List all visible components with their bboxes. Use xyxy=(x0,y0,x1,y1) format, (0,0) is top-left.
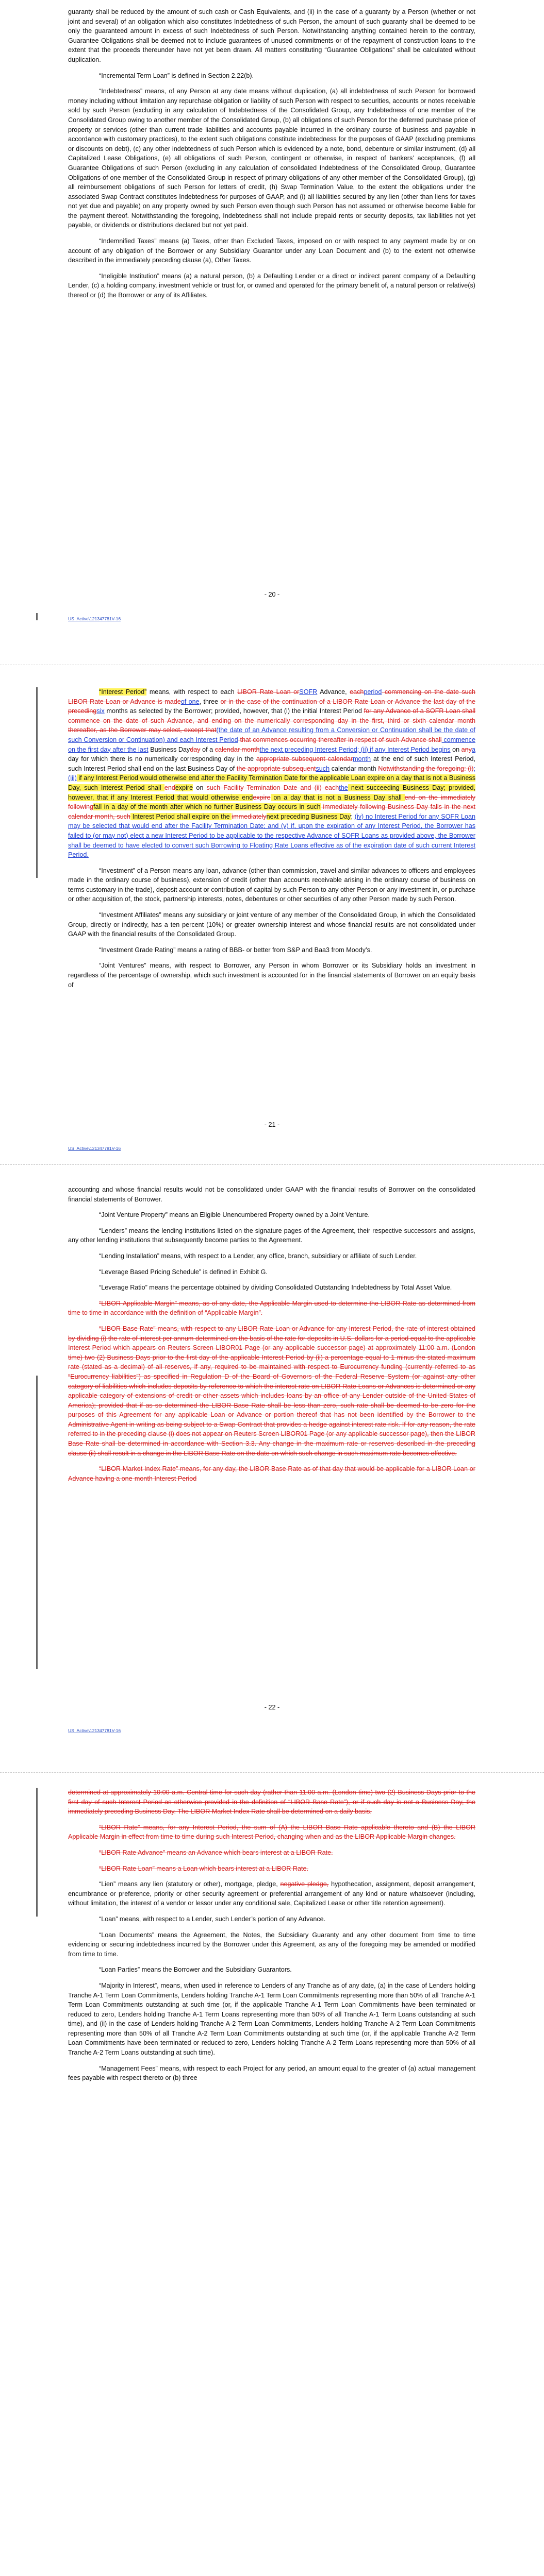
def-incremental-term-loan: “Incremental Term Loan” is defined in Section 2.22(b). xyxy=(99,72,254,79)
footer-ref: US_Active\121347781V-16 xyxy=(68,1146,121,1151)
interest-period-segment: such xyxy=(316,765,330,772)
interest-period-segment: for any Advance of a SOFR Loan shall commence on the date of such Advance, and ending on the numerically corresponding day in the first, third or sixth calendar month thereafter, as the Borrower may select, except that xyxy=(68,707,476,734)
interest-period-segment: means, with respect to each xyxy=(146,688,238,696)
def-investment: “Investment” of a Person means any loan, advance (other than commission, travel and similar advances to officers and employees made in the ordinary course of business), extension of credit (other than accounts receivable arising in the ordinary course of business on terms customary in the trade), deposit account or contribution of capital by such Person to any other Person or any investment in, or purchase or other acquisition of, the stock, partnership interests, notes, debentures or other securities of any other Person made by such Person. xyxy=(68,867,475,903)
interest-period-segment: appropriate subsequent calendar xyxy=(256,755,353,763)
interest-period-segment: next succeeding Business Day; provided, however, that if any Interest Period that would otherwise end xyxy=(68,784,475,801)
interest-period-segment: a xyxy=(471,745,475,753)
page-20-text xyxy=(68,7,475,307)
interest-period-segment: , three xyxy=(199,698,221,705)
def-investment-affiliates: “Investment Affiliates” means any subsidiary or joint venture of any member of the Consolidated Group, in which the Consolidated Group, directly or indirectly, has a ten percent (10%) or greater ownership interest and whose financial results are not consolidated under GAAP with the financial results of the Consolidated Group. xyxy=(68,911,475,938)
interest-period-segment: the next preceding Interest Period; (ii) if any Interest Period begins xyxy=(259,745,451,753)
change-bar xyxy=(36,1376,38,1669)
lien-text-a: “Lien” means any lien (statutory or other), mortgage, pledge, xyxy=(99,1880,281,1888)
page-break xyxy=(0,1772,544,1773)
interest-period-segment: Notwithstanding the foregoing: (i) xyxy=(378,765,474,772)
interest-period-segment: six xyxy=(96,707,105,715)
change-bar xyxy=(36,687,38,878)
interest-period-segment: the xyxy=(339,784,348,791)
interest-period-segment: end on the immediately following xyxy=(68,793,475,811)
interest-period-segment: LIBOR Rate Loan or xyxy=(237,688,300,696)
def-libor-market-index-rate-deleted: “LIBOR Market Index Rate” means, for any day, the LIBOR Base Rate as of that day that would be applicable for a LIBOR Loan or Advance having a one-month Interest Period xyxy=(68,1465,475,1482)
def-investment-grade-rating: “Investment Grade Rating” means a rating of BBB- or better from S&P and Baa3 from Moody’s. xyxy=(99,946,372,954)
interest-period-segment: Business Day xyxy=(148,745,190,753)
interest-period-segment: months as selected by the Borrower; provided, however, that (i) the initial Interest Period xyxy=(104,707,364,715)
interest-period-segment: on a day that is not a Business Day shall xyxy=(270,793,405,801)
def-leverage-ratio: “Leverage Ratio” means the percentage obtained by dividing Consolidated Outstanding Indebtedness by Total Asset Value. xyxy=(99,1284,452,1292)
def-lending-installation: “Lending Installation” means, with respect to a Lender, any office, branch, subsidiary or affiliate of such Lender. xyxy=(99,1252,417,1260)
interest-period-segment: commence on the first day after the last xyxy=(68,736,475,753)
change-bar xyxy=(36,613,38,620)
interest-period-segment: if any Interest Period would otherwise end after the Facility Termination Date for the applicable Loan expire on a day that is not a Business Day, such Interest Period shall xyxy=(68,774,475,791)
interest-period-segment: on xyxy=(193,784,207,791)
page-break xyxy=(0,1164,544,1165)
interest-period-segment: day xyxy=(190,745,201,753)
interest-period-segment: Interest Period shall expire on the xyxy=(130,812,232,820)
interest-period-segment: the appropriate subsequent xyxy=(236,765,316,772)
def-ineligible-institution: “Ineligible Institution” means (a) a natural person, (b) a Defaulting Lender or a direct or indirect parent company of a Defaulting Lender, (c) a holding company, investment vehicle or trust for, or owned and operated for the primary benefit of, a natural person or relative(s) thereof or (d) the Borrower or any of its Affiliates. xyxy=(68,272,475,299)
interest-period-segment: immediately xyxy=(232,812,267,820)
interest-period-segment: expire xyxy=(175,784,193,791)
def-libor-rate-deleted: “LIBOR Rate” means, for any Interest Period, the sum of (A) the LIBOR Base Rate applicable thereto and (B) the LIBOR Applicable Margin in effect from time to time during such Interest Period, changing when and as the LIBOR Applicable Margin changes. xyxy=(68,1823,475,1841)
page-22-text xyxy=(68,1185,475,1489)
interest-period-segment: at the end of such Interest Period, such Interest Period shall end on the last Business Day of xyxy=(68,755,475,772)
lien-text-deleted: negative pledge, xyxy=(280,1880,329,1888)
page-number-20: - 20 - xyxy=(264,591,280,598)
interest-period-segment: any xyxy=(461,745,472,753)
def-loan: “Loan” means, with respect to a Lender, such Lender’s portion of any Advance. xyxy=(99,1915,326,1923)
def-libor-applicable-margin-deleted: “LIBOR Applicable Margin” means, as of any date, the Applicable Margin used to determine the LIBOR Rate as determined from time to time in accordance with the definition of “Applicable Margin”. xyxy=(68,1299,475,1317)
def-indemnified-taxes: “Indemnified Taxes” means (a) Taxes, other than Excluded Taxes, imposed on or with respect to any payment made by or on account of any obligation of the Borrower or any Subsidiary Guarantor under any Loan Document and (b) to the extent not otherwise described in the immediately preceding clause (a), Other Taxes. xyxy=(68,238,475,264)
def-leverage-based-pricing-schedule: “Leverage Based Pricing Schedule” is defined in Exhibit G. xyxy=(99,1268,268,1276)
def-joint-ventures: “Joint Ventures” means, with respect to Borrower, any Person in whom Borrower or its Subsidiary holds an investment in regardless of the percentage of ownership, which such investment is accounted for in the financial statements of Borrower on an equity basis of xyxy=(68,962,475,989)
interest-period-segment: immediately following Business Day falls in the next calendar month, such xyxy=(68,803,476,820)
def-majority-in-interest: “Majority in Interest”, means, when used in reference to Lenders of any Tranche as of any date, (a) in the case of Lenders holding Tranche A-1 Term Loan Commitments, Lenders holding Tranche A-1 Term Loan Commitments representing more than 50% of all Tranche A-1 Term Loan Commitments outstanding at such time (or, if the applicable Tranche A-1 Term Loan Commitments have been terminated or reduced to zero, Lenders holding Tranche A-1 Term Loans representing more than 50% of all Tranche A-1 Term Loans outstanding at such time), and (ii) in the case of Lenders holding Tranche A-2 Term Loan Commitments, Lenders holding Tranche A-2 Term Loan Commitments representing more than 50% of all Tranche A-2 Term Loan Commitments outstanding at such time (or, if the applicable Tranche A-2 Term Loan Commitments have been terminated or reduced to zero, Lenders holding Tranche A-2 Term Loans representing more than 50% of all Tranche A-2 Term Loans outstanding at such time). xyxy=(68,1981,475,2057)
interest-period-segment: commencing on the date such LIBOR Rate Loan or Advance is made xyxy=(68,688,475,705)
interest-period-segment: (the date of an Advance resulting from a Conversion or Continuation shall be the date of such Conversion or Continuation) and each Interest Period xyxy=(68,726,475,743)
libor-market-index-continuation-deleted: determined at approximately 10:00 a.m. Central time for such day (rather than 11:00 a.m. (London time) two (2) Business Days prior to the first day of such Interest Period as otherwise provided in the definition of “LIBOR Base Rate”), or if such day is not a Business Day, the immediately preceding Business Day. The LIBOR Market Index Rate shall be determined on a daily basis. xyxy=(68,1789,475,1816)
interest-period-segment: month xyxy=(353,755,371,763)
def-management-fees: “Management Fees” means, with respect to each Project for any period, an amount equal to the greater of (a) actual management fees payable with respect thereto or (b) three xyxy=(68,2064,475,2082)
footer-ref: US_Active\121347781V-16 xyxy=(68,1728,121,1733)
joint-ventures-continuation: accounting and whose financial results would not be consolidated under GAAP with the financial results of Borrower on the consolidated financial statements of Borrower. xyxy=(68,1186,475,1203)
def-loan-parties: “Loan Parties” means the Borrower and the Subsidiary Guarantors. xyxy=(99,1966,292,1974)
interest-period-segment: calendar month xyxy=(215,745,260,753)
interest-period-segment: or in the case of the continuation of a LIBOR Rate Loan or Advance the last day of the preceding xyxy=(68,698,476,715)
def-lien xyxy=(68,1879,475,1908)
interest-period-segment: end xyxy=(164,784,175,791)
lien-text-b: hypothecation, assignment, deposit arrangement, encumbrance or preference, priority or other security agreement or preferential arrangement of any kind or nature whatsoever (including, without limitation, the interest of a vendor or lessor under any conditional sale, Capitalized Lease or other title retention agreement). xyxy=(68,1880,475,1907)
def-joint-venture-property: “Joint Venture Property” means an Eligible Unencumbered Property owned by a Joint Venture. xyxy=(99,1211,370,1219)
def-libor-base-rate-deleted: “LIBOR Base Rate” means, with respect to any LIBOR Rate Loan or Advance for any Interest Period, the rate of interest obtained by dividing (i) the rate of interest per annum determined on the basis of the rate for deposits in U.S. dollars for a period equal to the applicable Interest Period which appears on Reuters Screen LIBOR01 Page (or any applicable successor page) at approximately 11:00 a.m. (London time) two (2) Business Days prior to the first day of the applicable Interest Period by (ii) a percentage equal to 1 minus the stated maximum rate (stated as a decimal) of all reserves, if any, required to be maintained with respect to Eurocurrency funding (currently referred to as “Eurocurrency liabilities”) as specified in Regulation D of the Board of Governors of the Federal Reserve System (or against any other category of liabilities which includes deposits by reference to which the interest rate on LIBOR Rate Loans or Advances is determined or any applicable category of extensions of credit or other assets which includes loans by an office of any Lender outside of the United States of America); provided that if as so determined the LIBOR Base Rate shall be less than zero, such rate shall be deemed to be zero for the purposes of this Agreement for any applicable Loan or Advance or portion thereof that has not been identified by the Borrower to the Administrative Agent in writing as being subject to a Swap Contract that provides a hedge against interest rate risk. If for any reason, the rate referred to in the preceding clause (i) does not appear on Reuters Screen LIBOR01 Page (or any applicable successor page), then the LIBOR Base Rate shall be determined in accordance with Section 3.3. Any change in the maximum rate or reserves described in the preceding clause (ii) shall result in a change in the LIBOR Base Rate on the date on which such change in such maximum rate becomes effective. xyxy=(68,1325,475,1457)
interest-period-segment: period xyxy=(364,688,382,696)
interest-period-segment: that commences occurring thereafter in respect of such Advance shall xyxy=(238,736,442,743)
interest-period-segment: ; (iii) xyxy=(68,765,475,782)
change-bar xyxy=(36,1788,38,1917)
def-lenders: “Lenders” means the lending institutions listed on the signature pages of the Agreement, their respective successors and assigns, any other lending institutions that subsequently become parties to the Agreement. xyxy=(68,1227,475,1244)
interest-period-segment: expire xyxy=(253,793,271,801)
interest-period-segment: on xyxy=(450,745,461,753)
interest-period-segment: day for which there is no numerically corresponding day in the xyxy=(68,755,256,763)
page-23-text xyxy=(68,1788,475,2089)
interest-period-segment: SOFR xyxy=(299,688,318,696)
interest-period-segment: each xyxy=(350,688,364,696)
page-number-22: - 22 - xyxy=(264,1704,280,1711)
interest-period-segment: of a xyxy=(200,745,215,753)
guaranty-continuation: guaranty shall be reduced by the amount of such cash or Cash Equivalents, and (ii) in the case of a guaranty by a Person (whether or not joint and several) of an obligation which also constitutes Indebtedness of such Person, the amount of such guaranty shall be deemed to be only the guaranteed amount in excess of such Indebtedness of such Person. Notwithstanding anything contained herein to the contrary, Guarantee Obligations shall be deemed not to include guarantees of unused commitments or of the repayment of construction loans to the extent that the proceeds thereunder have not yet been drawn. All matters constituting “Guarantee Obligations” shall be calculated without duplication. xyxy=(68,8,475,63)
def-libor-rate-advance-deleted: “LIBOR Rate Advance” means an Advance which bears interest at a LIBOR Rate. xyxy=(99,1849,333,1856)
page-number-21: - 21 - xyxy=(264,1121,280,1128)
interest-period-segment: “Interest Period” xyxy=(99,688,147,696)
interest-period-segment: such Facility Termination Date and (ii) each xyxy=(206,784,339,791)
def-loan-documents: “Loan Documents” means the Agreement, the Notes, the Subsidiary Guaranty and any other document from time to time evidencing or securing indebtedness incurred by the Borrower under this Agreement, as any of the foregoing may be amended or modified from time to time. xyxy=(68,1931,475,1958)
interest-period-segment: of one xyxy=(180,698,200,705)
def-libor-rate-loan-deleted: “LIBOR Rate Loan” means a Loan which bears interest at a LIBOR Rate. xyxy=(99,1865,309,1872)
def-indebtedness: “Indebtedness” means, of any Person at any date means without duplication, (a) all indebtedness of such Person for borrowed money including without limitation any repurchase obligation or liability of such Person with respect to securities, accounts or notes receivable sold by such Person (excluding in any calculation of Indebtedness of the Consolidated Group, any Indebtedness of one member of the Consolidated Group owing to another member of the Consolidated Group, (b) all obligations of such Person for the deferred purchase price of property or services (other than current trade liabilities and accounts payable incurred in the ordinary course of business and payable in accordance with customary practices), to the extent such obligations constitute indebtedness for the purposes of GAAP (excluding premiums or discounts on debt), (c) any other indebtedness of such Person which is evidenced by a note, bond, debenture or similar instrument, (d) all Capitalized Lease Obligations, (e) all obligations of such Person, contingent or otherwise, in respect of bankers’ acceptances, (f) all Guarantee Obligations of such Person (excluding in any calculation of consolidated Indebtedness of the Consolidated Group, Guarantee Obligations of one member of the Consolidated Group in respect of primary obligations of any other member of the Consolidated Group), (g) all reimbursement obligations of such Person for letters of credit, (h) Swap Termination Value, to the extent the obligations under the associated Swap Contract constitutes Indebtedness for purposes of GAAP, and (i) all liabilities secured by any lien (other than liens for taxes not yet due and payable) on any property owned by such Person even though such Person has not assumed or otherwise become liable for the payment thereof. Notwithstanding the foregoing, Indebtedness shall not include prepaid rents or security deposits, tax liabilities not yet payable, or dividends or distributions declared but not yet paid. xyxy=(68,88,475,229)
interest-period-segment: next preceding Business Day xyxy=(266,812,351,820)
page-21-text xyxy=(68,687,475,996)
interest-period-segment: calendar month xyxy=(329,765,378,772)
footer-ref: US_Active\121347781V-16 xyxy=(68,616,121,621)
interest-period-segment: Advance, xyxy=(317,688,350,696)
interest-period-segment: fall in a day of the month after which no further Business Day occurs in such xyxy=(93,803,321,811)
def-interest-period xyxy=(68,687,475,860)
interest-period-segment: (iv) no Interest Period for any SOFR Loan may be selected that would end after the Facility Termination Date; and (v) if, upon the expiration of any Interest Period, the Borrower has failed to (or may not) elect a new Interest Period to be applicable to the respective Advance of SOFR Loans as provided above, the Borrower shall be deemed to have elected to convert such Borrowing to Floating Rate Loans effective as of the expiration date of such current Interest Period. xyxy=(68,812,475,859)
interest-period-segment: ; xyxy=(351,812,355,820)
